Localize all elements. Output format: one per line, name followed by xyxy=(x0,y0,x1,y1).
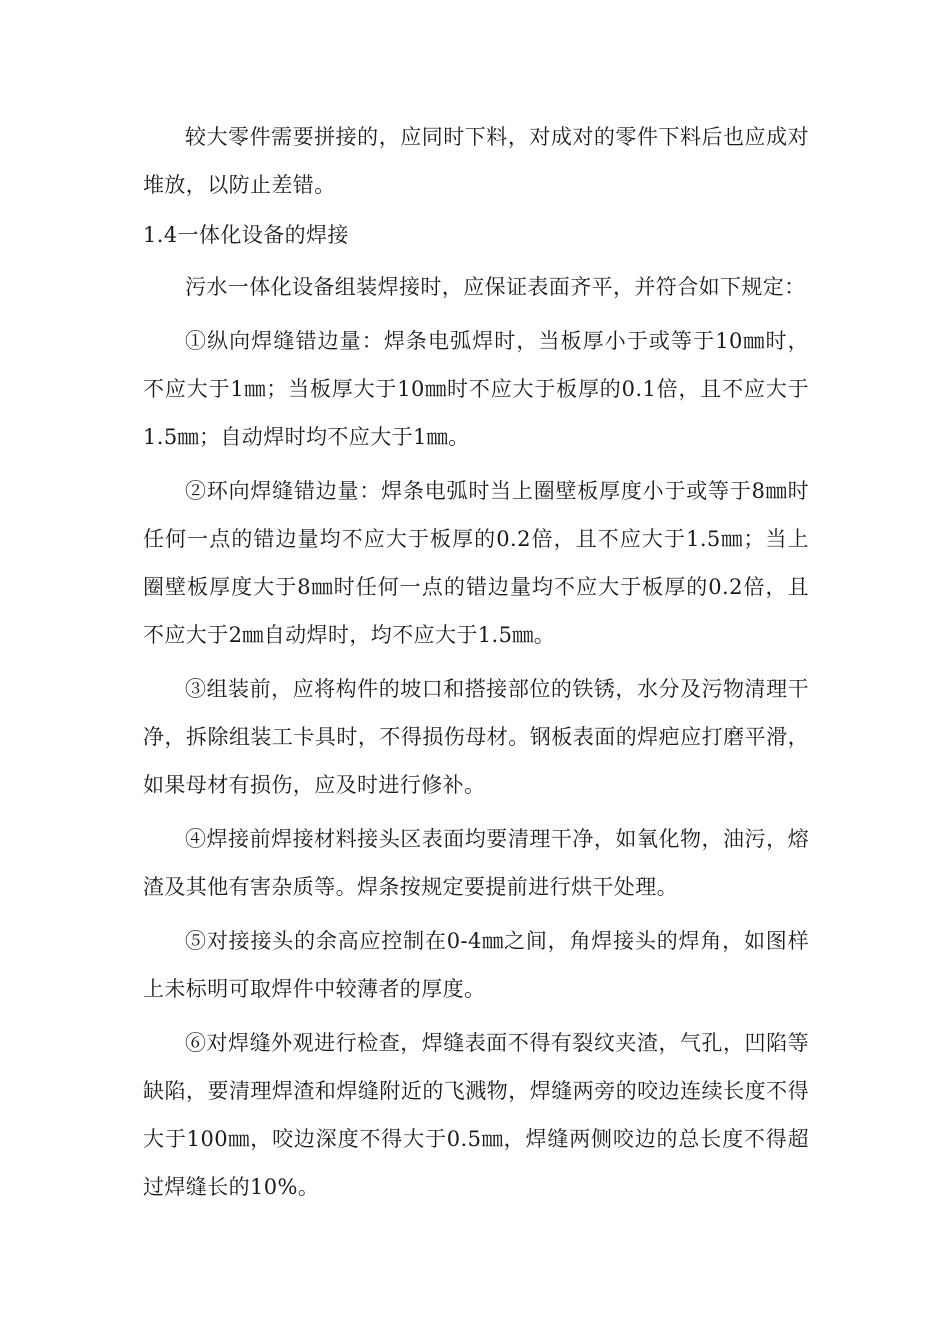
document-body xyxy=(143,113,809,1217)
paragraph-splicing-parts: 较大零件需要拼接的，应同时下料，对成对的零件下料后也应成对堆放，以防止差错。 xyxy=(143,125,809,197)
paragraph-circumferential-misalignment: ②环向焊缝错边量：焊条电弧时当上圈壁板厚度小于或等于8㎜时任何一点的错边量均不应大于板厚的0.2倍，且不应大于1.5㎜；当上圈壁板厚度大于8㎜时任何一点的错边量均不应大于板厚的0.2倍，且不应大于2㎜自动焊时，均不应大于1.5㎜。 xyxy=(143,479,809,647)
paragraph-reinforcement-height: ⑤对接接头的余高应控制在0-4㎜之间，角焊接头的焊角，如图样上未标明可取焊件中较薄者的厚度。 xyxy=(143,929,809,1001)
paragraph-assembly-welding-intro: 污水一体化设备组装焊接时，应保证表面齐平，并符合如下规定： xyxy=(185,275,806,299)
section-heading-welding: 1.4一体化设备的焊接 xyxy=(143,223,349,247)
paragraph-longitudinal-misalignment: ①纵向焊缝错边量：焊条电弧焊时，当板厚小于或等于10㎜时，不应大于1㎜；当板厚大于10㎜时不应大于板厚的0.1倍，且不应大于1.5㎜；自动焊时均不应大于1㎜。 xyxy=(143,329,809,449)
paragraph-pre-weld-cleaning: ④焊接前焊接材料接头区表面均要清理干净，如氧化物，油污，熔渣及其他有害杂质等。焊条按规定要提前进行烘干处理。 xyxy=(143,827,809,899)
paragraph-weld-inspection: ⑥对焊缝外观进行检查，焊缝表面不得有裂纹夹渣，气孔，凹陷等缺陷，要清理焊渣和焊缝附近的飞溅物，焊缝两旁的咬边连续长度不得大于100㎜，咬边深度不得大于0.5㎜，焊缝两侧咬边的总长度不得超过焊缝长的10%。 xyxy=(143,1031,809,1199)
paragraph-pre-assembly-cleaning: ③组装前，应将构件的坡口和搭接部位的铁锈，水分及污物清理干净，拆除组装工卡具时，不得损伤母材。钢板表面的焊疤应打磨平滑，如果母材有损伤，应及时进行修补。 xyxy=(143,677,809,797)
